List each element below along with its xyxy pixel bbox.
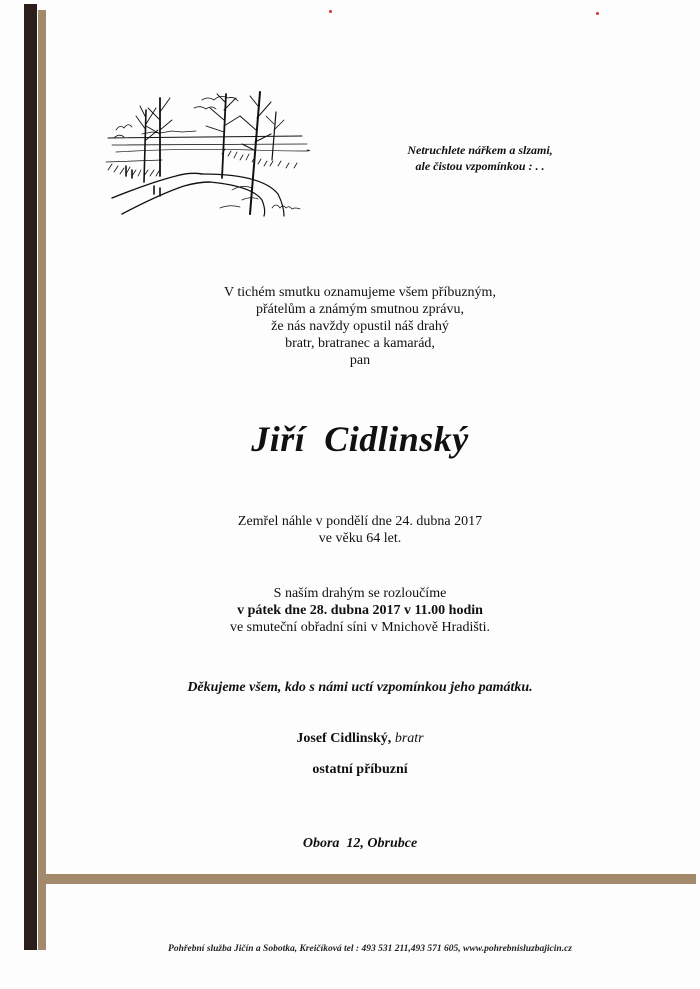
signer-name: Josef Cidlinský, (296, 731, 392, 746)
motto-line-2: ale čistou vzpomínkou : . . (415, 159, 545, 173)
announcement-text (100, 284, 620, 369)
speck (329, 10, 332, 13)
signer (100, 731, 620, 747)
farewell-line-2: v pátek dne 28. dubna 2017 v 11.00 hodin (237, 603, 483, 618)
motto-quote (380, 142, 580, 174)
announcement-line-3: že nás navždy opustil náš drahý (271, 319, 449, 334)
farewell-info (100, 585, 620, 636)
announcement-line-1: V tichém smutku oznamujeme všem příbuzným, (224, 285, 496, 300)
announcement-line-4: bratr, bratranec a kamarád, (285, 336, 435, 351)
landscape-sketch-icon (102, 90, 312, 218)
farewell-line-1: S naším drahým se rozloučíme (273, 586, 447, 601)
signer-relation: bratr (394, 731, 424, 746)
announcement-line-2: přátelům a známým smutnou zprávu, (256, 302, 464, 317)
speck (596, 12, 599, 15)
deceased-name: Jiří Cidlinský (251, 419, 469, 459)
mourning-bar-horizontal (38, 874, 696, 884)
motto-line-1: Netruchlete nářkem a slzami, (407, 143, 553, 157)
thanks-text: Děkujeme všem, kdo s námi uctí vzpomínkou jeho památku. (187, 680, 533, 695)
address-text: Obora 12, Obrubce (302, 836, 418, 851)
relatives-text: ostatní příbuzní (312, 762, 408, 777)
farewell-line-3: ve smuteční obřadní síni v Mnichově Hradišti. (229, 620, 491, 635)
death-info (100, 513, 620, 547)
death-line-1: Zemřel náhle v pondělí dne 24. dubna 2017 (237, 514, 483, 529)
death-line-2: ve věku 64 let. (318, 531, 402, 546)
mourning-bar-dark (24, 4, 37, 950)
announcement-line-5: pan (349, 353, 371, 368)
mourning-bar-tan (38, 10, 46, 950)
footer-contact: Pohřební služba Jičín a Sobotka, Kreičíková tel : 493 531 211,493 571 605, www.pohrebnisluzbajicin.cz (168, 944, 572, 954)
